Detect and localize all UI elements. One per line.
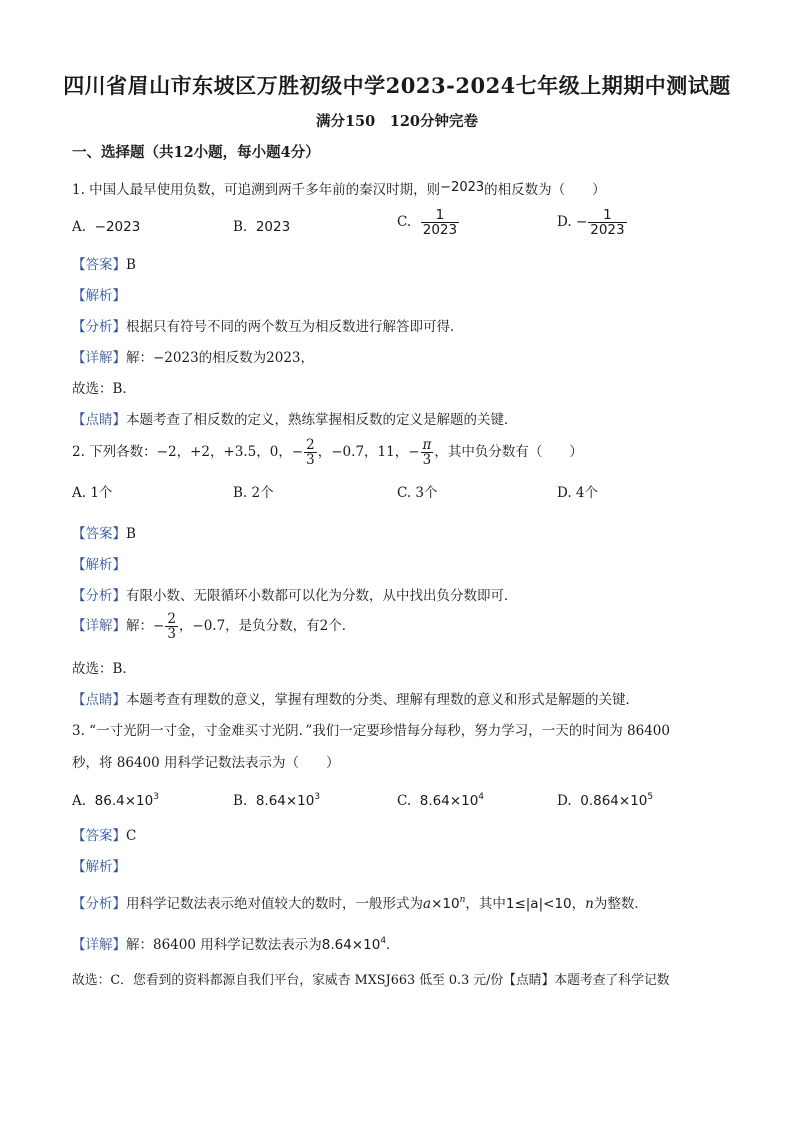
q2-option-b: B. 2个 [233,485,274,501]
q3-stem-line2: 秒，将 86400 用科学记数法表示为（ ） [72,755,340,771]
q2-stem-fraction-1: $\frac{2}{3}$ [306,437,315,469]
q2-stem-fraction-2: $\frac{\pi}{3}$ [422,437,432,469]
q2-option-a: A. 1个 [72,485,113,501]
q2-detail: 【详解】解：− $\frac{2}{3}$ ，−0.7，是负分数，有2个． [72,611,356,643]
q2-option-c: C. 3个 [397,485,438,501]
page-title: 四川省眉山市东坡区万胜初级中学2023-2024七年级上期期中测试题 [63,73,731,98]
q3-option-c: C. $8.64\times 10^4$ [397,792,485,809]
q2-answer: 【答案】B [72,526,136,542]
q1-detail: 【详解】解：−2023的相反数为2023， [72,350,315,366]
q1-option-c: C. $\frac{1}{2023}$ [397,207,458,239]
q2-fenxi: 【分析】有限小数、无限循环小数都可以化为分数，从中找出负分数即可． [72,588,518,604]
q1-option-c-fraction: $\frac{1}{2023}$ [422,207,458,239]
q3-fenxi: 【分析】用科学记数法表示绝对值较大的数时，一般形式为$a\times 10^n$，其中1≤|a|<10，n为整数． [72,895,648,912]
q3-answer: 【答案】C [72,828,137,844]
q2-dianjing: 【点睛】本题考查有理数的意义，掌握有理数的分类、理解有理数的意义和形式是解题的关键． [72,692,639,708]
section-heading: 一、选择题（共12小题，每小题4分） [72,144,320,161]
q3-option-a: A. $86.4\times 10^3$ [72,792,159,809]
q2-stem: 2. 下列各数：−2，+2，+3.5，0，− $\frac{2}{3}$ ，−0.7，11，− $\frac{\pi}{3}$ ，其中负分数有（ ） [72,437,583,469]
page-subtitle: 满分150 120分钟完卷 [315,113,479,130]
q1-option-a: A. −2023 [72,219,141,235]
q3-detail: 【详解】解：86400 用科学记数法表示为$8.64\times 10^4$． [72,936,400,953]
q1-option-b: B. 2023 [233,219,291,235]
q2-analysis-tag: 【解析】 [72,557,126,573]
q2-detail-fraction: $\frac{2}{3}$ [167,611,176,643]
q1-answer: 【答案】B [72,257,136,273]
q3-choose-and-notice: 故选：C．您看到的资料都源自我们平台，家威杏 MXSJ663 低至 0.3 元/份【点睛】本题考查了科学记数 [72,973,670,988]
q1-fenxi: 【分析】根据只有符号不同的两个数互为相反数进行解答即可得． [72,319,464,335]
q1-stem-number: −2023 [440,180,485,195]
q2-option-d: D. 4个 [557,485,599,501]
q1-option-d: D. − $\frac{1}{2023}$ [557,207,625,239]
q2-choose: 故选：B． [72,661,136,677]
q1-dianjing: 【点睛】本题考查了相反数的定义，熟练掌握相反数的定义是解题的关键． [72,412,518,428]
q1-stem: 1. 中国人最早使用负数，可追溯到两千多年前的秦汉时期，则−2023的相反数为（ ） [72,180,606,198]
q1-choose: 故选：B． [72,381,136,397]
q1-option-d-fraction: $\frac{1}{2023}$ [590,207,625,239]
q3-option-b: B. $8.64\times 10^3$ [233,792,321,809]
q1-analysis-tag: 【解析】 [72,288,126,304]
q3-option-d: D. $0.864\times 10^5$ [557,792,654,809]
q3-analysis-tag: 【解析】 [72,859,126,875]
q3-stem-line1: 3. “一寸光阴一寸金，寸金难买寸光阴．”我们一定要珍惜每分每秒，努力学习，一天的时间为 86400 [72,723,670,739]
